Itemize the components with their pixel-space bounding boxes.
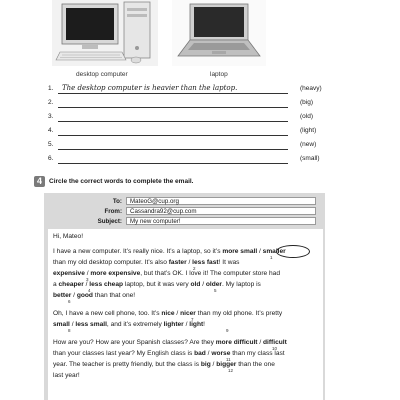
- laptop-caption: laptop: [210, 71, 228, 78]
- desktop-computer-image: [52, 0, 158, 66]
- exercise-instruction: Circle the correct words to complete the email.: [49, 178, 194, 185]
- item-number: 10: [272, 346, 278, 351]
- choice-11a[interactable]: bad: [194, 350, 206, 357]
- item-hint: (big): [300, 99, 314, 106]
- answer-line[interactable]: [58, 163, 288, 164]
- email-body: [48, 229, 323, 400]
- choice-7a[interactable]: nice: [161, 310, 175, 317]
- item-number: 4: [88, 288, 91, 293]
- email-window: [44, 193, 325, 400]
- subject-label: Subject:: [97, 217, 122, 225]
- p3-line4: last year!: [53, 372, 80, 379]
- p3-line2: than your classes last year? My English class is bad / worse than my class last: [53, 350, 285, 357]
- p3-line1: How are you? How are your Spanish classes? Are they more difficult / difficult: [53, 339, 287, 346]
- item-hint: (heavy): [300, 85, 322, 92]
- item-number: 1.: [48, 85, 54, 92]
- item-number: 1: [270, 255, 273, 260]
- answer-line[interactable]: [58, 93, 288, 94]
- laptop-image: [172, 0, 266, 66]
- item-number: 2.: [48, 99, 54, 106]
- exercise-item-5: [48, 140, 348, 150]
- p1-line5: better / good than that one!: [53, 292, 136, 299]
- choice-1b[interactable]: smaller: [262, 248, 286, 255]
- choice-5b[interactable]: older: [205, 281, 222, 288]
- greeting: Hi, Mateo!: [53, 233, 84, 240]
- choice-1a[interactable]: more small: [222, 248, 258, 255]
- item-number: 9: [226, 328, 229, 333]
- item-number: 5.: [48, 141, 54, 148]
- exercise-item-2: [48, 98, 348, 108]
- item-hint: (light): [300, 127, 317, 134]
- item-number: 7: [191, 317, 194, 322]
- p3-line3: year. The teacher is pretty friendly, but the class is big / bigger than the one: [53, 361, 275, 368]
- choice-4a[interactable]: cheaper: [58, 281, 84, 288]
- item-number: 6: [68, 299, 71, 304]
- choice-10b[interactable]: difficult: [263, 339, 287, 346]
- item-hint: (old): [300, 113, 314, 120]
- choice-12a[interactable]: big: [200, 361, 211, 368]
- item-number: 6.: [48, 155, 54, 162]
- exercise-number-badge: 4: [34, 176, 45, 187]
- to-field[interactable]: MateoG@cup.org: [126, 197, 316, 205]
- p2-line2: small / less small, and it’s extremely lighter / light!: [53, 321, 206, 328]
- choice-7b[interactable]: nicer: [180, 310, 196, 317]
- item-number: 12: [228, 368, 234, 373]
- item-number: 8: [68, 328, 71, 333]
- exercise-item-3: [48, 112, 348, 122]
- from-label: From:: [104, 207, 122, 215]
- answer-text: The desktop computer is heavier than the laptop.: [62, 84, 238, 92]
- item-number: 5: [214, 288, 217, 293]
- answer-line[interactable]: [58, 121, 288, 122]
- exercise-item-1: [48, 84, 348, 94]
- circle-mark: [276, 245, 310, 258]
- p1-line2: than my old desktop computer. It’s also faster / less fast! It was: [53, 259, 240, 266]
- choice-12b[interactable]: bigger: [216, 361, 237, 368]
- desktop-caption: desktop computer: [76, 71, 128, 78]
- choice-8a[interactable]: small: [53, 321, 70, 328]
- item-hint: (small): [300, 155, 320, 162]
- choice-5a[interactable]: old: [190, 281, 201, 288]
- exercise-item-6: [48, 154, 348, 164]
- from-field[interactable]: Cassandra92@cup.com: [126, 207, 316, 215]
- p1-line4: a cheaper / less cheap laptop, but it was very old / older. My laptop is: [53, 281, 261, 288]
- choice-3a[interactable]: expensive: [53, 270, 85, 277]
- choice-3b[interactable]: more expensive: [90, 270, 141, 277]
- email-subject-row: [44, 217, 325, 226]
- p1-line1: I have a new computer. It’s really nice. It’s a laptop, so it’s more small / smaller: [53, 248, 286, 255]
- email-from-row: [44, 207, 325, 216]
- answer-line[interactable]: [58, 149, 288, 150]
- item-number: 3: [86, 277, 89, 282]
- answer-line[interactable]: [58, 107, 288, 108]
- item-number: 11: [226, 357, 231, 362]
- choice-11b[interactable]: worse: [211, 350, 231, 357]
- p2-line1: Oh, I have a new cell phone, too. It’s nice / nicer than my old phone. It’s pretty: [53, 310, 283, 317]
- choice-2b[interactable]: less fast: [192, 259, 219, 266]
- item-number: 4.: [48, 127, 54, 134]
- to-label: To:: [112, 197, 122, 205]
- choice-8b[interactable]: less small: [75, 321, 107, 328]
- choice-6a[interactable]: better: [53, 292, 72, 299]
- choice-6b[interactable]: good: [76, 292, 93, 299]
- exercise-item-4: [48, 126, 348, 136]
- choice-2a[interactable]: faster: [168, 259, 187, 266]
- choice-9a[interactable]: lighter: [163, 321, 184, 328]
- answer-line[interactable]: [58, 135, 288, 136]
- item-hint: (new): [300, 141, 317, 148]
- choice-10a[interactable]: more difficult: [215, 339, 258, 346]
- item-number: 2: [193, 266, 196, 271]
- subject-field[interactable]: My new computer!: [126, 217, 316, 225]
- p1-line3: expensive / more expensive, but that’s OK. I love it! The computer store had: [53, 270, 281, 277]
- choice-9b[interactable]: light: [189, 321, 204, 328]
- email-to-row: [44, 197, 325, 206]
- choice-4b[interactable]: less cheap: [89, 281, 124, 288]
- item-number: 3.: [48, 113, 54, 120]
